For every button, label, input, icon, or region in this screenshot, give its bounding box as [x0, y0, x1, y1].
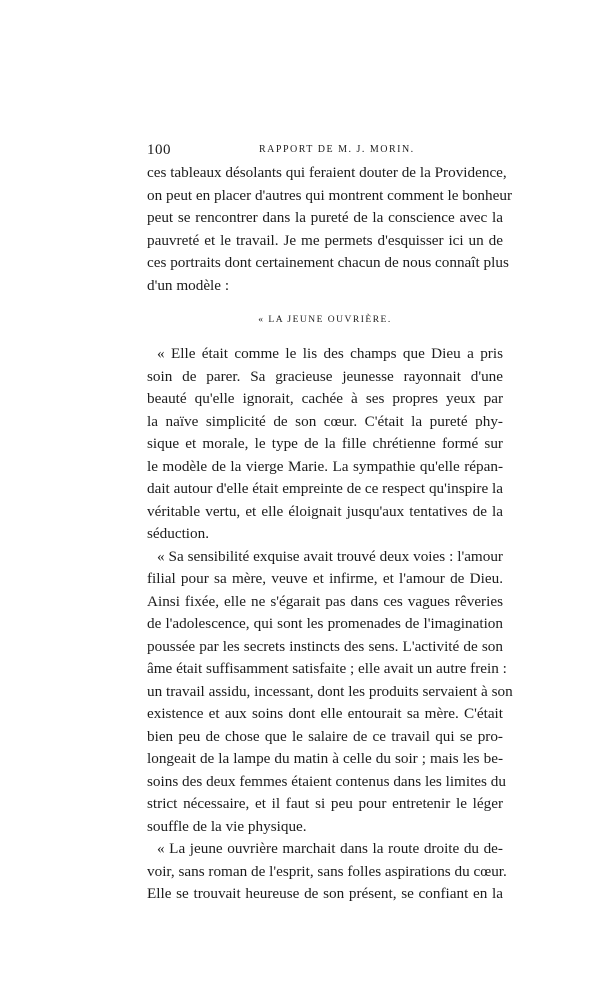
intro-paragraph [147, 162, 513, 297]
text-line: d'un modèle : [147, 276, 230, 294]
paragraph [147, 838, 507, 906]
text-line: soin de parer. Sa gracieuse jeunesse rayonnait d'une [147, 367, 503, 385]
text-line: on peut en placer d'autres qui montrent comment le bonheur [147, 186, 513, 204]
text-line: pauvreté et le travail. Je me permets d'esquisser ici un de [147, 231, 503, 249]
section-title: « LA JEUNE OUVRIÈRE. [258, 315, 392, 325]
text-line: souffle de la vie physique. [147, 817, 307, 835]
text-line: de l'adolescence, qui sont les promenades de l'imagination [147, 615, 503, 632]
text-line: filial pour sa mère, veuve et infirme, et l'amour de Dieu. [147, 570, 503, 587]
text-line: Elle se trouvait heureuse de son présent, se confiant en la [147, 885, 503, 902]
text-line: bien peu de chose que le salaire de ce travail qui se pro- [147, 727, 503, 745]
text-line: existence et aux soins dont elle entourait sa mère. C'était [147, 705, 503, 722]
text-line: séduction. [147, 525, 210, 542]
text-line: « Sa sensibilité exquise avait trouvé deux voies : l'amour [157, 547, 503, 565]
text-line: dait autour d'elle était empreinte de ce respect qu'inspire la [147, 480, 503, 497]
text-line: âme était suffisamment satisfaite ; elle avait un autre frein : [147, 660, 507, 677]
page-number: 100 [147, 142, 171, 158]
text-line: le modèle de la vierge Marie. La sympathie qu'elle répan- [147, 457, 503, 475]
text-line: la naïve simplicité de son cœur. C'était la pureté phy- [147, 412, 503, 430]
running-title: RAPPORT DE M. J. MORIN. [259, 144, 415, 155]
text-line: ces tableaux désolants qui feraient douter de la Providence, [147, 164, 507, 181]
body-text [147, 162, 513, 906]
text-line: peut se rencontrer dans la pureté de la conscience avec la [147, 209, 503, 226]
text-line: longeait de la lampe du matin à celle du soir ; mais les be- [147, 750, 503, 767]
text-line: véritable vertu, et elle éloignait jusqu'aux tentatives de la [147, 502, 503, 520]
text-line: un travail assidu, incessant, dont les produits servaient à son [147, 682, 513, 700]
text-line: sique et morale, le type de la fille chrétienne formé sur [147, 435, 503, 452]
paragraph [147, 343, 503, 546]
paragraph [147, 546, 513, 839]
text-line: « Elle était comme le lis des champs que Dieu a pris [157, 345, 503, 362]
text-line: ces portraits dont certainement chacun de nous connaît plus [147, 254, 509, 271]
text-line: strict nécessaire, et il faut si peu pour entretenir le léger [147, 795, 503, 812]
text-line: beauté qu'elle ignorait, cachée à ses propres yeux par [147, 390, 503, 407]
page-header [147, 142, 503, 160]
text-line: « La jeune ouvrière marchait dans la route droite du de- [157, 840, 503, 857]
text-line: voir, sans roman de l'esprit, sans folles aspirations du cœur. [147, 862, 507, 880]
text-line: soins des deux femmes étaient contenus dans les limites du [147, 772, 506, 790]
text-line: poussée par les secrets instincts des sens. L'activité de son [147, 637, 503, 655]
text-line: Ainsi fixée, elle ne s'égarait pas dans ces vagues rêveries [147, 592, 503, 610]
